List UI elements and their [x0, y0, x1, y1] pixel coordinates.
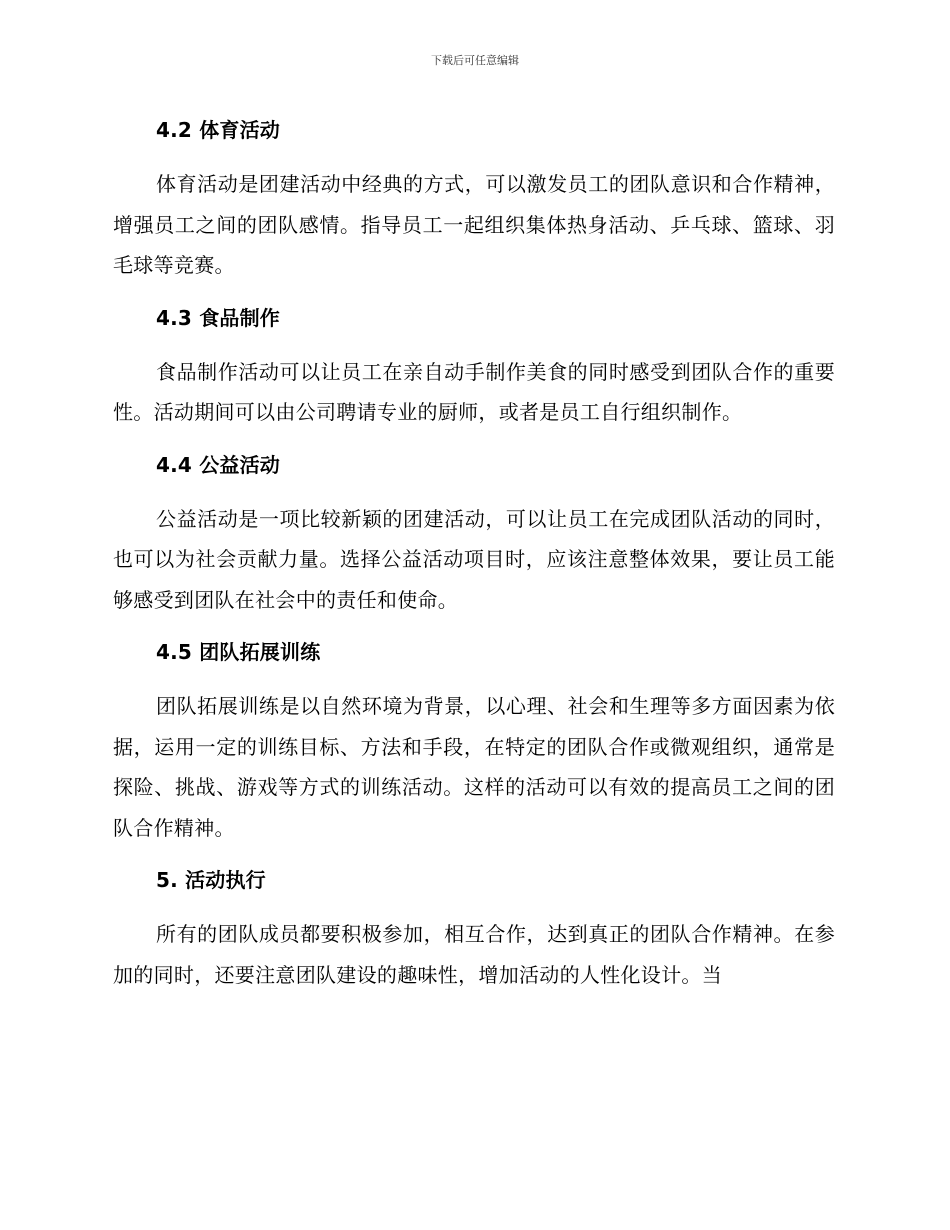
section-heading: 4.5 团队拓展训练	[156, 640, 321, 664]
section-4-3	[113, 296, 835, 443]
document-body	[113, 108, 835, 995]
section-heading: 4.3 食品制作	[156, 305, 280, 330]
section-5	[113, 858, 835, 995]
section-paragraph: 公益活动是一项比较新颖的团建活动，可以让员工在完成团队活动的同时，也可以为社会贡献力量。选择公益活动项目时，应该注意整体效果，要让员工能够感受到团队在社会中的责任和使命。	[113, 506, 835, 612]
section-4-2	[113, 108, 835, 296]
section-paragraph: 团队拓展训练是以自然环境为背景，以心理、社会和生理等多方面因素为依据，运用一定的训练目标、方法和手段，在特定的团队合作或微观组织，通常是探险、挑战、游戏等方式的训练活动。这样的活动可以有效的提高员工之间的团队合作精神。	[113, 694, 835, 840]
section-4-4	[113, 443, 835, 631]
section-heading: 4.4 公益活动	[156, 452, 280, 477]
section-paragraph: 食品制作活动可以让员工在亲自动手制作美食的同时感受到团队合作的重要性。活动期间可以由公司聘请专业的厨师，或者是员工自行组织制作。	[113, 359, 835, 424]
section-paragraph: 体育活动是团建活动中经典的方式，可以激发员工的团队意识和合作精神，增强员工之间的团队感情。指导员工一起组织集体热身活动、乒乓球、篮球、羽毛球等竞赛。	[113, 172, 835, 277]
section-4-5	[113, 630, 835, 858]
section-paragraph: 所有的团队成员都要积极参加，相互合作，达到真正的团队合作精神。在参加的同时，还要注意团队建设的趣味性，增加活动的人性化设计。当	[113, 922, 835, 987]
section-heading: 4.2 体育活动	[156, 118, 280, 142]
section-heading: 5. 活动执行	[156, 868, 266, 892]
page-header: 下载后可任意编辑	[431, 54, 519, 67]
